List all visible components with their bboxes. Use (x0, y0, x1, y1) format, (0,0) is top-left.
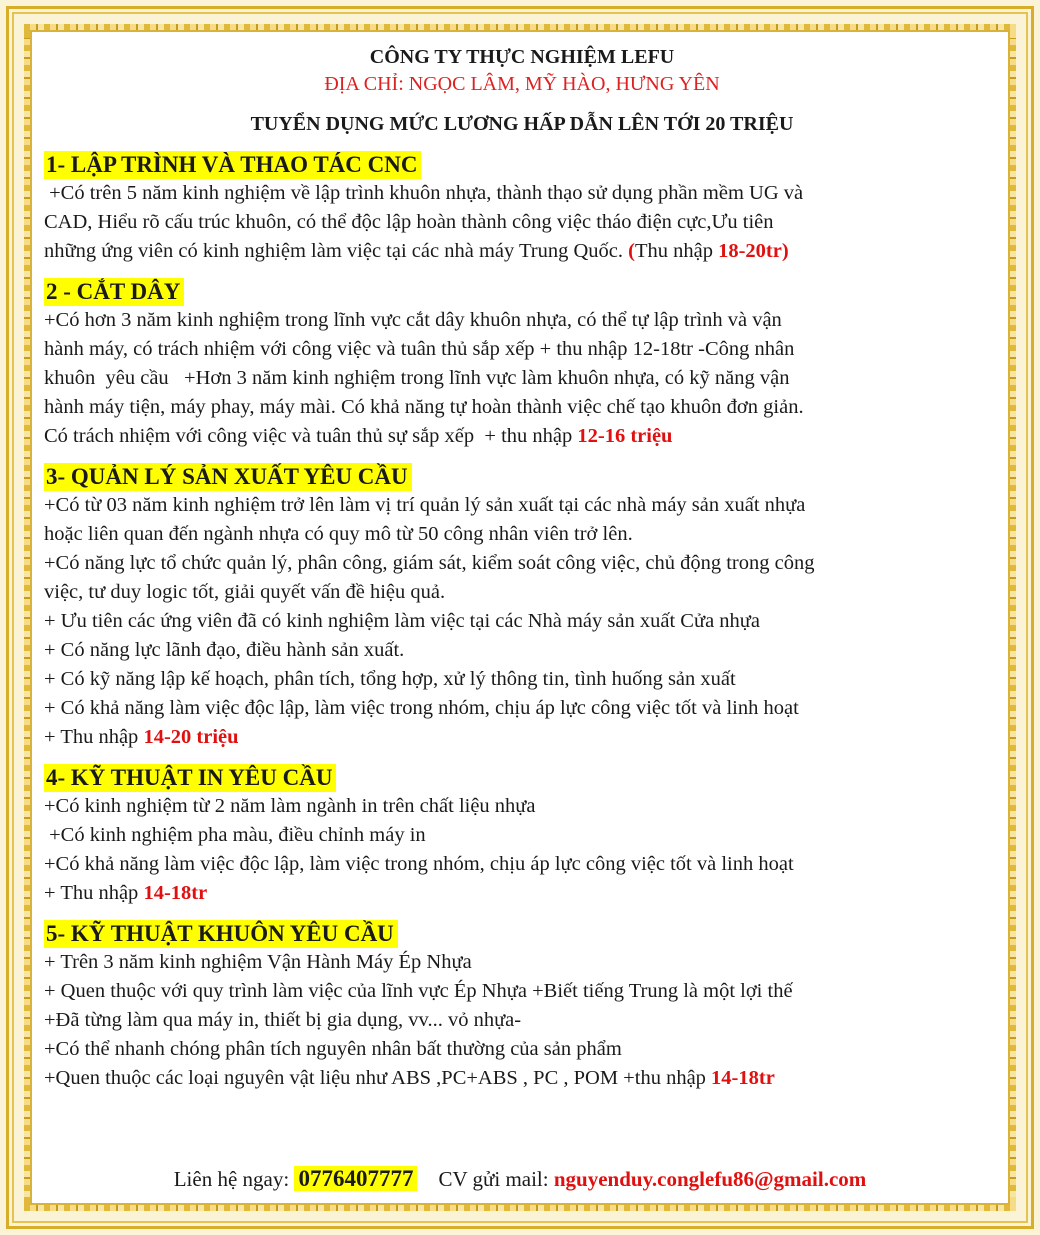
salary-paren: ( (628, 240, 635, 262)
header (44, 44, 1000, 137)
section-line (44, 422, 1000, 451)
line-text: Có trách nhiệm với công việc và tuân thủ sự sắp xếp + thu nhập (44, 425, 578, 447)
salary-value: 14-18tr (711, 1067, 775, 1089)
company-name: CÔNG TY THỰC NGHIỆM LEFU (369, 46, 675, 68)
line-text: những ứng viên có kinh nghiệm làm việc tại các nhà máy Trung Quốc. (44, 240, 629, 262)
section-line (44, 237, 1000, 266)
section-line (44, 723, 1000, 752)
section-line: +Đã từng làm qua máy in, thiết bị gia dụng, vv... vỏ nhựa- (44, 1009, 522, 1031)
section-line: hoặc liên quan đến ngành nhựa có quy mô từ 50 công nhân viên trở lên. (44, 523, 633, 545)
section-title: 5- KỸ THUẬT KHUÔN YÊU CẦU (44, 920, 398, 948)
section-line: hành máy tiện, máy phay, máy mài. Có khả năng tự hoàn thành việc chế tạo khuôn đơn giản. (44, 396, 804, 418)
section-title: 4- KỸ THUẬT IN YÊU CẦU (44, 764, 336, 792)
section-printing-tech (44, 764, 1000, 908)
section-line: khuôn yêu cầu +Hơn 3 năm kinh nghiệm trong lĩnh vực làm khuôn nhựa, có kỹ năng vận (44, 367, 790, 389)
line-text: +Quen thuộc các loại nguyên vật liệu như ABS ,PC+ABS , PC , POM +thu nhập (44, 1067, 712, 1089)
section-line: +Có năng lực tổ chức quản lý, phân công, giám sát, kiểm soát công việc, chủ động trong công (44, 552, 815, 574)
section-line: +Có kinh nghiệm pha màu, điều chỉnh máy in (44, 824, 426, 846)
section-line: + Trên 3 năm kinh nghiệm Vận Hành Máy Ép Nhựa (44, 951, 472, 973)
email-address[interactable]: nguyenduy.conglefu86@gmail.com (553, 1167, 867, 1191)
cv-label: CV gửi mail: (438, 1167, 554, 1191)
section-line: +Có từ 03 năm kinh nghiệm trở lên làm vị trí quản lý sản xuất tại các nhà máy sản xuất nhựa (44, 494, 806, 516)
job-posting (44, 36, 1000, 1093)
section-title: 3- QUẢN LÝ SẢN XUẤT YÊU CẦU (44, 463, 412, 491)
section-line: việc, tư duy logic tốt, giải quyết vấn đề hiệu quả. (44, 581, 446, 603)
recruitment-headline: TUYỂN DỤNG MỨC LƯƠNG HẤP DẪN LÊN TỚI 20 TRIỆU (250, 113, 794, 135)
section-line: +Có trên 5 năm kinh nghiệm về lập trình khuôn nhựa, thành thạo sử dụng phần mềm UG và (44, 182, 804, 204)
section-mold-tech (44, 920, 1000, 1093)
section-line: +Có hơn 3 năm kinh nghiệm trong lĩnh vực cắt dây khuôn nhựa, có thể tự lập trình và vận (44, 309, 782, 331)
salary-value: 14-18tr (143, 882, 208, 904)
salary-value: 14-20 triệu (143, 726, 239, 748)
section-line: CAD, Hiểu rõ cấu trúc khuôn, có thể độc lập hoàn thành công việc tháo điện cực,Ưu tiên (44, 211, 774, 233)
salary-label: Thu nhập (634, 240, 719, 262)
section-line (44, 879, 1000, 908)
section-line: + Ưu tiên các ứng viên đã có kinh nghiệm làm việc tại các Nhà máy sản xuất Cửa nhựa (44, 610, 760, 632)
section-line: + Có khả năng làm việc độc lập, làm việc trong nhóm, chịu áp lực công việc tốt và linh hoạt (44, 697, 799, 719)
section-line: hành máy, có trách nhiệm với công việc và tuân thủ sắp xếp + thu nhập 12-18tr -Công nhân (44, 338, 795, 360)
line-text: + Thu nhập (44, 726, 144, 748)
contact-label: Liên hệ ngay: (173, 1167, 295, 1191)
section-title: 1- LẬP TRÌNH VÀ THAO TÁC CNC (44, 151, 421, 179)
salary-value: 12-16 triệu (577, 425, 673, 447)
section-line: + Quen thuộc với quy trình làm việc của lĩnh vực Ép Nhựa +Biết tiếng Trung là một lợi thế (44, 980, 793, 1002)
salary-value: 18-20tr) (718, 240, 789, 262)
section-line (44, 1064, 1000, 1093)
section-title: 2 - CẮT DÂY (44, 278, 184, 306)
line-text: + Thu nhập (44, 882, 144, 904)
section-line: +Có thể nhanh chóng phân tích nguyên nhân bất thường của sản phẩm (44, 1038, 622, 1060)
section-wire-cut (44, 278, 1000, 451)
phone-number[interactable]: 0776407777 (294, 1166, 417, 1191)
section-line: + Có năng lực lãnh đạo, điều hành sản xuất. (44, 639, 405, 661)
section-production-manager (44, 463, 1000, 752)
contact-footer (0, 1162, 1040, 1196)
section-cnc (44, 151, 1000, 266)
section-line: +Có khả năng làm việc độc lập, làm việc trong nhóm, chịu áp lực công việc tốt và linh hoạt (44, 853, 794, 875)
section-line: +Có kinh nghiệm từ 2 năm làm ngành in trên chất liệu nhựa (44, 795, 536, 817)
section-line: + Có kỹ năng lập kế hoạch, phân tích, tổng hợp, xử lý thông tin, tình huống sản xuất (44, 668, 736, 690)
company-address: ĐỊA CHỈ: NGỌC LÂM, MỸ HÀO, HƯNG YÊN (324, 73, 720, 95)
